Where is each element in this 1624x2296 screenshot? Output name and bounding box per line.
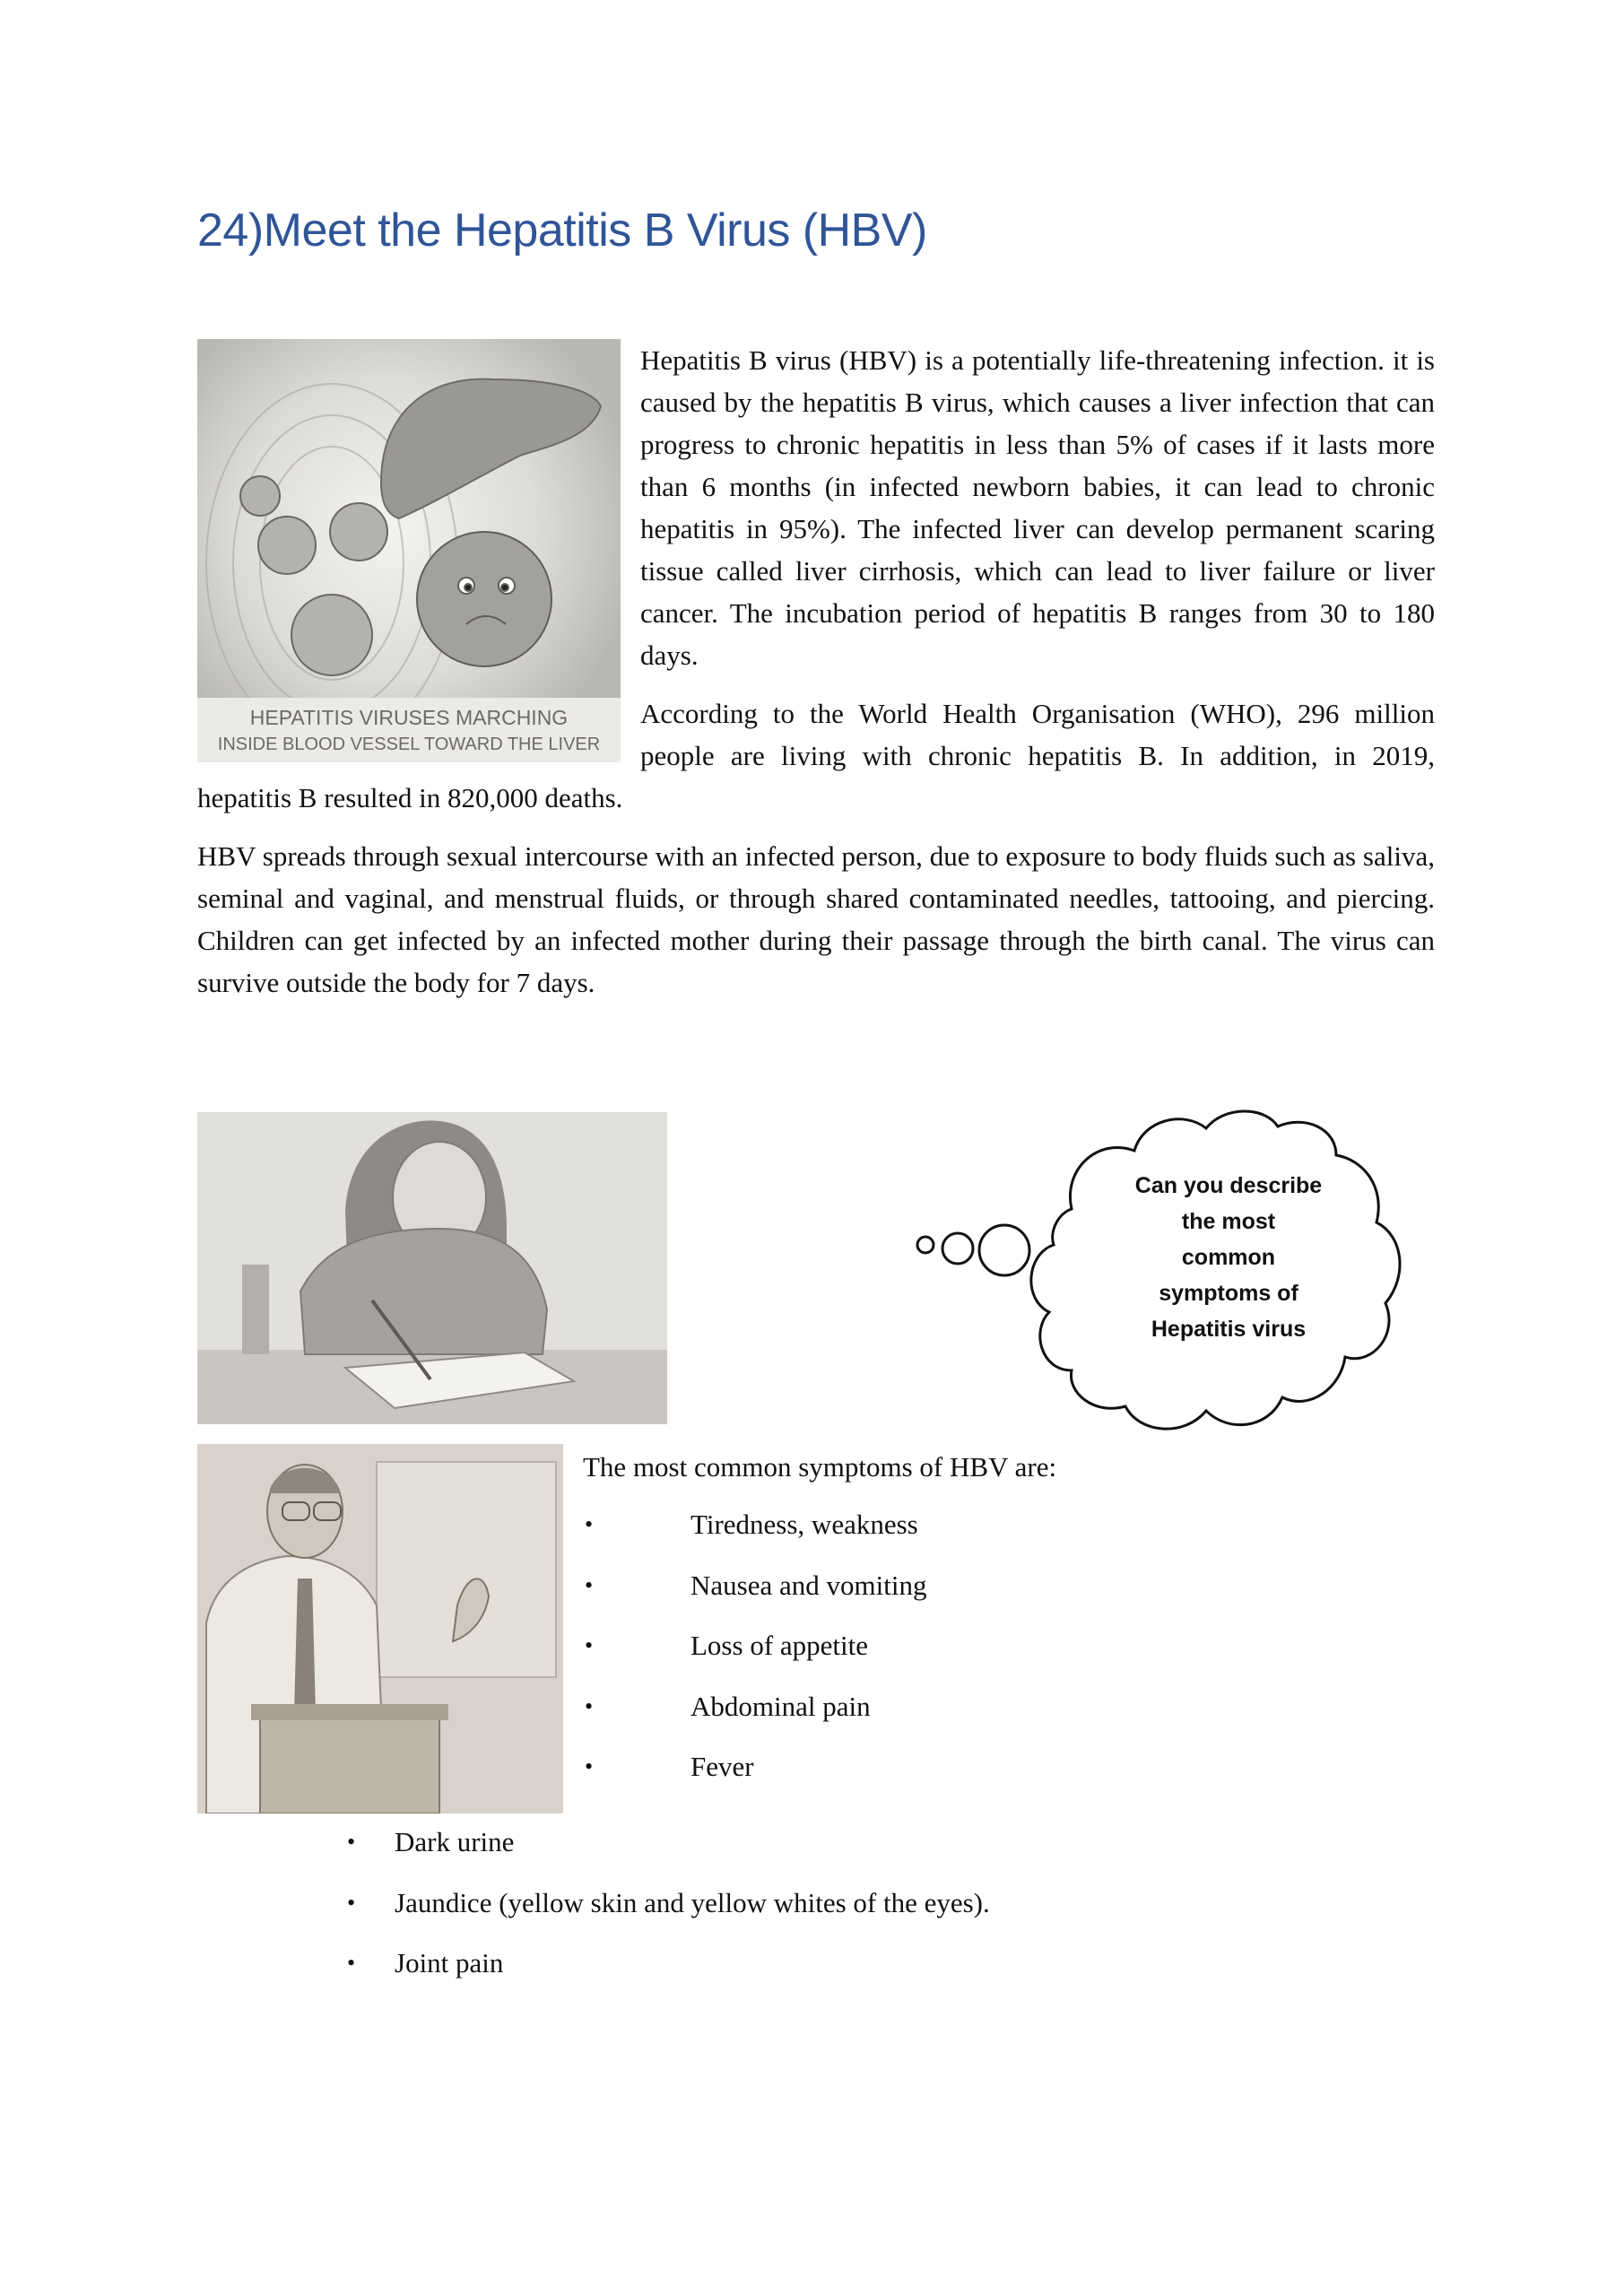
girl-writing-drawing [197, 1112, 667, 1424]
thought-line-2: the most [1181, 1209, 1276, 1234]
symptoms-list-primary [583, 1503, 926, 1806]
thought-bubble-text [1063, 1168, 1394, 1347]
symptom-text: Joint pain [395, 1947, 504, 1979]
transmission-paragraph: HBV spreads through sexual intercourse with an infected person, due to exposure to body fluids such as saliva, seminal and vaginal, and menstrual fluids, or through shared contaminated needles, tattooing, and piercing. Children can get infected by an infected mother during their passage through the birth canal. The virus can survive outside the body for 7 days. [197, 840, 1435, 998]
bullet-icon: • [347, 1889, 356, 1916]
symptom-text: Fever [690, 1751, 754, 1782]
symptoms-list-secondary [345, 1821, 990, 2003]
bullet-icon: • [347, 1950, 356, 1976]
bullet-icon: • [585, 1753, 594, 1779]
thought-line-3: common [1181, 1245, 1276, 1270]
list-item [583, 1745, 926, 1806]
bullet-icon: • [585, 1571, 594, 1598]
virus-caption-line2: INSIDE BLOOD VESSEL TOWARD THE LIVER [217, 735, 601, 754]
doctor-lecture-drawing [197, 1444, 563, 1813]
list-item [583, 1564, 926, 1625]
symptoms-intro: The most common symptoms of HBV are: [583, 1451, 1057, 1483]
girl-writing-illustration [197, 1112, 667, 1424]
list-item [345, 1942, 990, 2003]
symptom-text: Jaundice (yellow skin and yellow whites of the eyes). [395, 1886, 990, 1918]
virus-character-large [417, 532, 551, 666]
thought-line-4: symptoms of [1159, 1281, 1298, 1306]
symptom-text: Dark urine [395, 1826, 515, 1857]
symptom-text: Loss of appetite [690, 1630, 869, 1661]
bullet-icon: • [585, 1511, 594, 1537]
list-item [345, 1821, 990, 1882]
virus-caption-line1: HEPATITIS VIRUSES MARCHING [249, 706, 569, 729]
doctor-lecture-illustration [197, 1444, 563, 1813]
thought-dot-large [979, 1225, 1029, 1275]
list-item [583, 1685, 926, 1746]
list-item [345, 1882, 990, 1943]
virus-illustration-drawing [197, 339, 621, 762]
page-title: 24)Meet the Hepatitis B Virus (HBV) [197, 204, 927, 257]
thought-line-1: Can you describe [1134, 1173, 1323, 1198]
thought-dot-small [917, 1237, 934, 1253]
bullet-icon: • [585, 1692, 594, 1719]
who-stats-paragraph: According to the World Health Organisation (WHO), 296 million people are living with chronic hepatitis B. In addition, in 2019, hepatitis B resulted in 820,000 deaths. [197, 698, 1435, 813]
text-flow [197, 339, 1435, 1020]
bullet-icon: • [347, 1829, 356, 1855]
bullet-icon: • [585, 1632, 594, 1658]
thought-dot-medium [942, 1233, 973, 1264]
symptom-text: Nausea and vomiting [690, 1569, 927, 1601]
list-item [583, 1624, 926, 1685]
symptom-text: Abdominal pain [690, 1690, 871, 1722]
thought-line-5: Hepatitis virus [1151, 1317, 1307, 1342]
virus-illustration [197, 339, 621, 762]
intro-paragraph: Hepatitis B virus (HBV) is a potentially life-threatening infection. it is caused by the hepatitis B virus, which causes a liver infection that can progress to chronic hepatitis in less than 5% of cases if it lasts more than 6 months (in infected newborn babies, it can lead to chronic hepatitis in 95%). The infected liver can develop permanent scaring tissue called liver cirrhosis, which can lead to liver failure or liver cancer. The incubation period of hepatitis B ranges from 30 to 180 days. [640, 344, 1435, 671]
list-item [583, 1503, 926, 1564]
symptom-text: Tiredness, weakness [690, 1509, 918, 1540]
